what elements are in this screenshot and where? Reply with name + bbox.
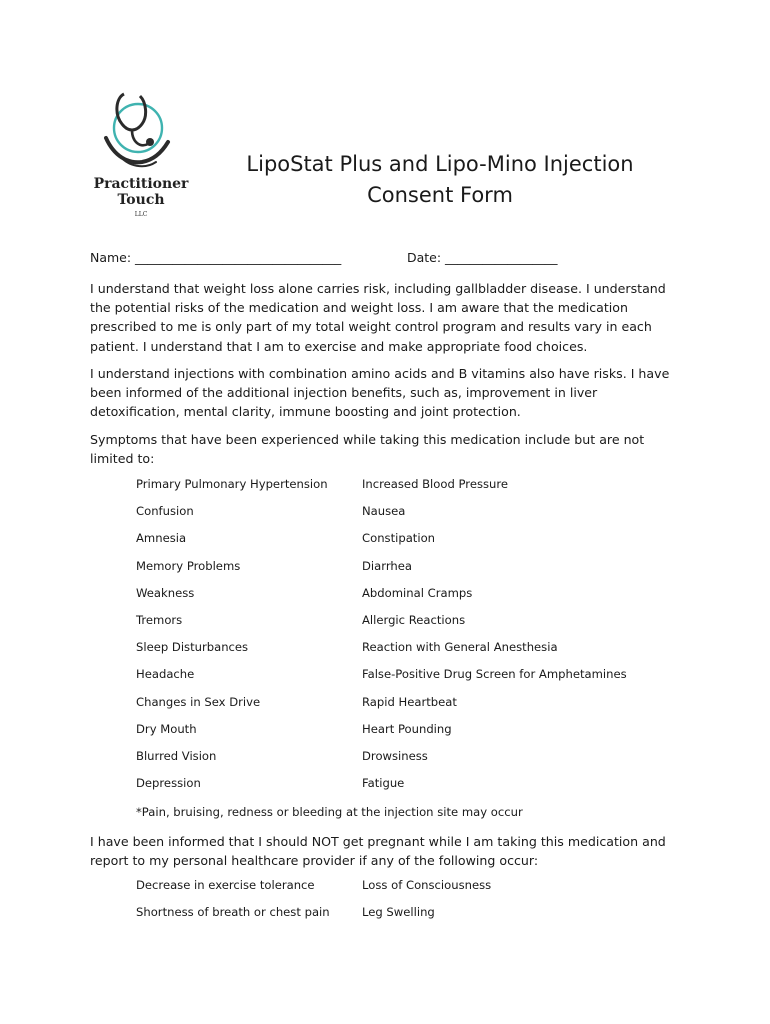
report-symptom-right: Loss of Consciousness xyxy=(362,878,492,892)
stethoscope-hand-icon xyxy=(102,90,178,174)
symptom-right: Heart Pounding xyxy=(362,721,452,736)
symptom-left: Primary Pulmonary Hypertension xyxy=(136,477,328,491)
date-field: Date: __________________ xyxy=(407,250,558,265)
symptom-left: Memory Problems xyxy=(136,558,241,573)
pregnancy-paragraph: I have been informed that I should NOT get pregnant while I am taking this medication and report to my personal healthcare provider if any of the following occur: xyxy=(90,834,666,869)
symptom-left: Blurred Vision xyxy=(136,748,217,763)
symptom-right: False-Positive Drug Screen for Amphetamines xyxy=(362,667,627,682)
symptom-right: Nausea xyxy=(362,504,406,519)
symptom-left: Amnesia xyxy=(136,531,187,546)
symptom-left: Headache xyxy=(136,667,195,682)
symptom-left: Changes in Sex Drive xyxy=(136,694,261,709)
symptom-right: Diarrhea xyxy=(362,558,412,573)
risk-paragraph: I understand that weight loss alone carries risk, including gallbladder disease. I understand the potential risks of the medication and weight loss. I am aware that the medication prescribed to me is only part of my total weight control program and results vary in each patient. I understand that I am to exercise and make appropriate food choices. xyxy=(90,281,666,354)
logo-name-line1: Practitioner xyxy=(93,176,189,192)
report-symptom-right: Leg Swelling xyxy=(362,905,435,920)
symptoms-intro-paragraph: Symptoms that have been experienced while taking this medication include but are not limited to: xyxy=(90,432,645,467)
injection-site-footnote: *Pain, bruising, redness or bleeding at the injection site may occur xyxy=(136,805,523,819)
report-symptom-left: Decrease in exercise tolerance xyxy=(136,878,315,892)
symptom-right: Increased Blood Pressure xyxy=(362,477,509,491)
symptom-left: Weakness xyxy=(136,585,195,600)
symptom-left: Tremors xyxy=(136,612,183,627)
report-symptom-left: Shortness of breath or chest pain xyxy=(136,905,330,920)
form-title-line1: LipoStat Plus and Lipo-Mino Injection xyxy=(246,152,634,176)
symptom-right: Reaction with General Anesthesia xyxy=(362,640,558,655)
symptom-left: Dry Mouth xyxy=(136,721,197,736)
symptom-right: Constipation xyxy=(362,531,436,546)
identity-fields xyxy=(90,250,558,265)
company-logo xyxy=(86,90,196,225)
form-title xyxy=(230,149,650,211)
symptom-right: Rapid Heartbeat xyxy=(362,694,457,709)
injections-paragraph: I understand injections with combination amino acids and B vitamins also have risks. I have been informed of the additional injection benefits, such as, improvement in liver detoxification, mental clarity, immune boosting and joint protection. xyxy=(90,366,670,420)
symptom-right: Allergic Reactions xyxy=(362,612,466,627)
logo-name-line2: Touch xyxy=(117,192,165,208)
symptom-right: Fatigue xyxy=(362,776,405,791)
symptom-left: Depression xyxy=(136,776,201,791)
symptom-right: Abdominal Cramps xyxy=(362,585,473,600)
form-title-line2: Consent Form xyxy=(367,183,513,207)
logo-name xyxy=(86,176,196,208)
name-field: Name: _________________________________ xyxy=(90,250,342,265)
logo-suffix: LLC xyxy=(134,211,148,218)
symptom-right: Drowsiness xyxy=(362,748,428,763)
symptom-left: Confusion xyxy=(136,504,194,519)
symptom-left: Sleep Disturbances xyxy=(136,640,249,655)
